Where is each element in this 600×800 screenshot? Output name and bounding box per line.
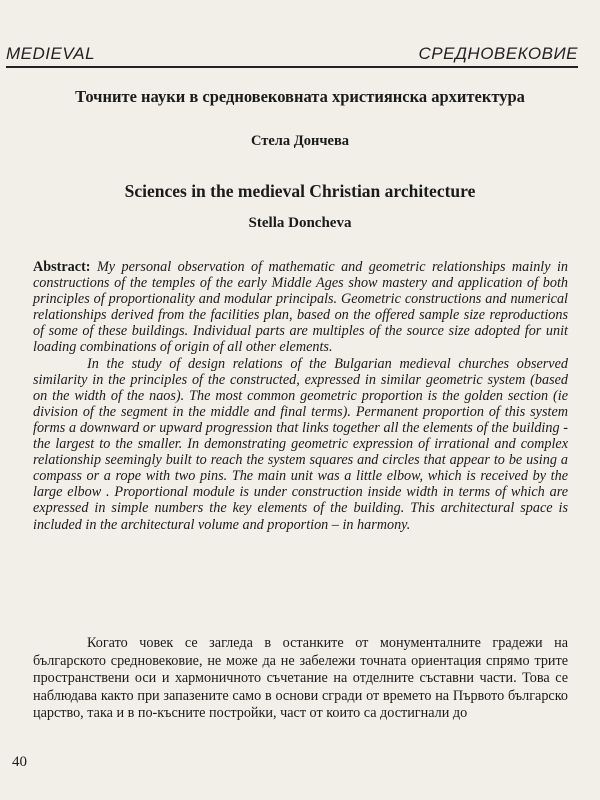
author-english: Stella Doncheva bbox=[248, 215, 352, 231]
abstract-label: Abstract: bbox=[33, 259, 91, 275]
page-number: 40 bbox=[12, 754, 27, 770]
abstract bbox=[33, 259, 568, 533]
running-header bbox=[6, 44, 578, 68]
header-section-en: MEDIEVAL bbox=[6, 44, 96, 63]
header-section-bg: СРЕДНОВЕКОВИЕ bbox=[418, 44, 578, 63]
abstract-text-1: My personal observation of mathematic and geometric relationships mainly in constructions of the temples of the early Middle Ages show mastery and application of both principles of proportionality and modular principals. Geometric constructions and numerical relationships derived from the facilities plan, based on the offered sample size reproductions of some of these buildings. Individual parts are multiples of the source size adopted for unit loading combinations of origin of all other elements. bbox=[33, 259, 569, 356]
abstract-paragraph-1 bbox=[33, 259, 568, 356]
body-paragraph: Когато човек се загледа в останките от монументалните градежи на българското средновековие, не може да не забележи точната ориентация спрямо трите пространствени оси и хармоничното съчетание на отделните съставни части. Това се наблюдава както при запазените само в основи сгради от времето на Първото българско царство, така и в по-късните постройки, част от които са достигнали до bbox=[33, 635, 568, 722]
abstract-paragraph-2: In the study of design relations of the Bulgarian medieval churches observed similarity in the principles of the constructed, expressed in similar geometric system (based on the width of the naos). The most common geometric proportion is the golden section (ie division of the segment in the middle and final terms). Permanent proportion of this system forms a downward or upward progression that links together all the elements of the building - the largest to the smaller. In demonstrating geometric expression of irrational and complex relationship seemingly built to reach the system squares and circles that appear to be using a compass or a rope with two pins. The main unit was a little elbow, which is received by the large elbow . Proportional module is under construction inside width in terms of which are expressed in simple numbers the key elements of the building. This architectural space is included in the architectural volume and proportion – in harmony. bbox=[33, 355, 568, 533]
title-english: Sciences in the medieval Christian architecture bbox=[124, 181, 476, 201]
title-bulgarian: Точните науки в средновековната християнска архитектура bbox=[75, 87, 525, 106]
author-bulgarian: Стела Дончева bbox=[250, 133, 350, 149]
